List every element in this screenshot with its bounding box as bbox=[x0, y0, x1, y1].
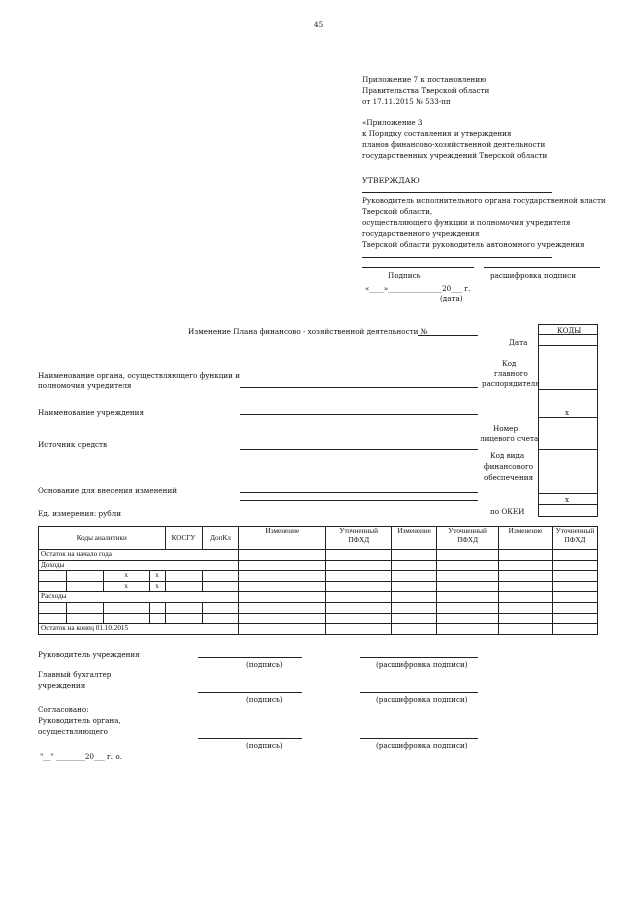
agreed-head-label-1: Руководитель органа, bbox=[38, 716, 121, 725]
agreed-decoding-label: (расшифровка подписи) bbox=[376, 741, 468, 750]
table-row bbox=[39, 550, 598, 561]
page-number: 45 bbox=[314, 20, 324, 29]
head-sign-label: (подпись) bbox=[246, 660, 283, 669]
table-header-row bbox=[39, 527, 598, 550]
codes-header: КОДЫ bbox=[557, 326, 582, 335]
annex3-line-3: планов финансово-хозяйственной деятельности bbox=[362, 140, 546, 149]
header-change-1: Изменение bbox=[239, 527, 326, 550]
agreed-sign-label: (подпись) bbox=[246, 741, 283, 750]
account-label-2: лицевого счета bbox=[480, 434, 539, 443]
institution-label: Наименование учреждения bbox=[38, 408, 144, 417]
table-row bbox=[39, 581, 598, 592]
annex3-line-4: государственных учреждений Тверской области bbox=[362, 151, 548, 160]
header-refined-1: Уточненный ПФХД bbox=[326, 527, 392, 550]
decoding-line bbox=[484, 267, 600, 268]
approve-line-5: Тверской области руководитель автономного учреждения bbox=[362, 240, 585, 249]
approve-line-2: Тверской области, bbox=[362, 207, 433, 216]
approve-date-line: «____»_______________20___ г. bbox=[365, 284, 471, 293]
institution-x: x bbox=[565, 408, 570, 417]
x-cell: x bbox=[103, 571, 149, 582]
agreed-decoding-line bbox=[360, 738, 478, 739]
table-row bbox=[39, 613, 598, 624]
approve-line-3: осуществляющего функции и полномочия учредителя bbox=[362, 218, 571, 227]
fin-type-code-cell bbox=[538, 449, 598, 494]
chief-decoding-label: (расшифровка подписи) bbox=[376, 695, 468, 704]
founder-label-1: Наименование органа, осуществляющего функции и bbox=[38, 371, 241, 380]
x-cell: x bbox=[149, 581, 165, 592]
closing-balance-label: Остаток на конец 01.10.2015 bbox=[39, 624, 239, 635]
admin-code-cell bbox=[538, 345, 598, 390]
basis-fill-line-1 bbox=[240, 492, 478, 493]
agreed-head-label-2: осуществляющего bbox=[38, 727, 108, 736]
annex-line-2: Правительства Тверской области bbox=[362, 86, 490, 95]
unit-label: Ед. измерения: рубли bbox=[38, 509, 121, 518]
header-dopkl: ДопКл bbox=[202, 527, 239, 550]
opening-balance-label: Остаток на начало года bbox=[39, 550, 239, 561]
chief-accountant-label-1: Главный бухгалтер bbox=[38, 670, 112, 679]
head-sign-line bbox=[198, 657, 302, 658]
chief-decoding-line bbox=[360, 692, 478, 693]
okei-label: по ОКЕИ bbox=[490, 507, 525, 516]
annex3-line-1: «Приложение 3 bbox=[362, 118, 423, 127]
source-fill-line bbox=[240, 449, 478, 450]
annex-line-1: Приложение 7 к постановлению bbox=[362, 75, 487, 84]
institution-fill-line bbox=[240, 414, 478, 415]
x-cell: x bbox=[149, 571, 165, 582]
founder-fill-line bbox=[240, 387, 478, 388]
table-row bbox=[39, 592, 598, 603]
head-label: Руководитель учреждения bbox=[38, 650, 140, 659]
agreed-sign-line bbox=[198, 738, 302, 739]
chief-accountant-label-2: учреждения bbox=[38, 681, 86, 690]
annex-line-3: от 17.11.2015 № 533-пп bbox=[362, 97, 451, 106]
approve-rule bbox=[362, 192, 552, 193]
account-code-cell bbox=[538, 417, 598, 450]
approve-rule bbox=[362, 257, 552, 258]
head-decoding-line bbox=[360, 657, 478, 658]
header-refined-2: Уточненный ПФХД bbox=[437, 527, 499, 550]
table-row bbox=[39, 602, 598, 613]
admin-code-label-3: распорядителя bbox=[482, 379, 540, 388]
table-row bbox=[39, 624, 598, 635]
income-label: Доходы bbox=[39, 560, 239, 571]
signature-label: Подпись bbox=[388, 271, 421, 280]
basis-x: x bbox=[565, 495, 570, 504]
chief-sign-label: (подпись) bbox=[246, 695, 283, 704]
form-number-line bbox=[418, 335, 478, 336]
approve-date-label: (дата) bbox=[440, 294, 463, 303]
basis-fill-line-2 bbox=[240, 500, 478, 501]
form-title: Изменение Плана финансово - хозяйственной деятельности № bbox=[188, 327, 428, 336]
admin-code-label-1: Код bbox=[502, 359, 517, 368]
plan-change-table bbox=[38, 526, 598, 635]
header-refined-3: Уточненный ПФХД bbox=[552, 527, 597, 550]
agreed-label: Согласовано: bbox=[38, 705, 89, 714]
admin-code-label-2: главного bbox=[494, 369, 528, 378]
fin-type-label-3: обеспечения bbox=[484, 473, 534, 482]
x-cell: x bbox=[103, 581, 149, 592]
chief-sign-line bbox=[198, 692, 302, 693]
approve-line-4: государственного учреждения bbox=[362, 229, 480, 238]
table-row bbox=[39, 560, 598, 571]
header-kosgu: КОСГУ bbox=[165, 527, 202, 550]
signature-line bbox=[362, 267, 474, 268]
header-change-3: Изменение bbox=[499, 527, 553, 550]
annex3-line-2: к Порядку составления и утверждения bbox=[362, 129, 512, 138]
head-decoding-label: (расшифровка подписи) bbox=[376, 660, 468, 669]
decoding-label: расшифровка подписи bbox=[490, 271, 576, 280]
source-label: Источник средств bbox=[38, 440, 108, 449]
basis-label: Основание для внесения изменений bbox=[38, 486, 178, 495]
header-analytics-codes: Коды аналитики bbox=[39, 527, 166, 550]
okei-code-cell bbox=[538, 504, 598, 517]
final-date-line: "__" ________20___ г. о. bbox=[40, 752, 122, 761]
fin-type-label-2: финансового bbox=[484, 462, 534, 471]
table-row bbox=[39, 571, 598, 582]
founder-label-2: полномочия учредителя bbox=[38, 381, 132, 390]
expenses-label: Расходы bbox=[39, 592, 239, 603]
approve-line-1: Руководитель исполнительного органа государственной власти bbox=[362, 196, 606, 205]
approve-title: УТВЕРЖДАЮ bbox=[362, 176, 420, 185]
fin-type-label-1: Код вида bbox=[490, 451, 525, 460]
header-change-2: Изменение bbox=[392, 527, 437, 550]
date-label: Дата bbox=[509, 338, 528, 347]
account-label-1: Номер bbox=[493, 424, 519, 433]
